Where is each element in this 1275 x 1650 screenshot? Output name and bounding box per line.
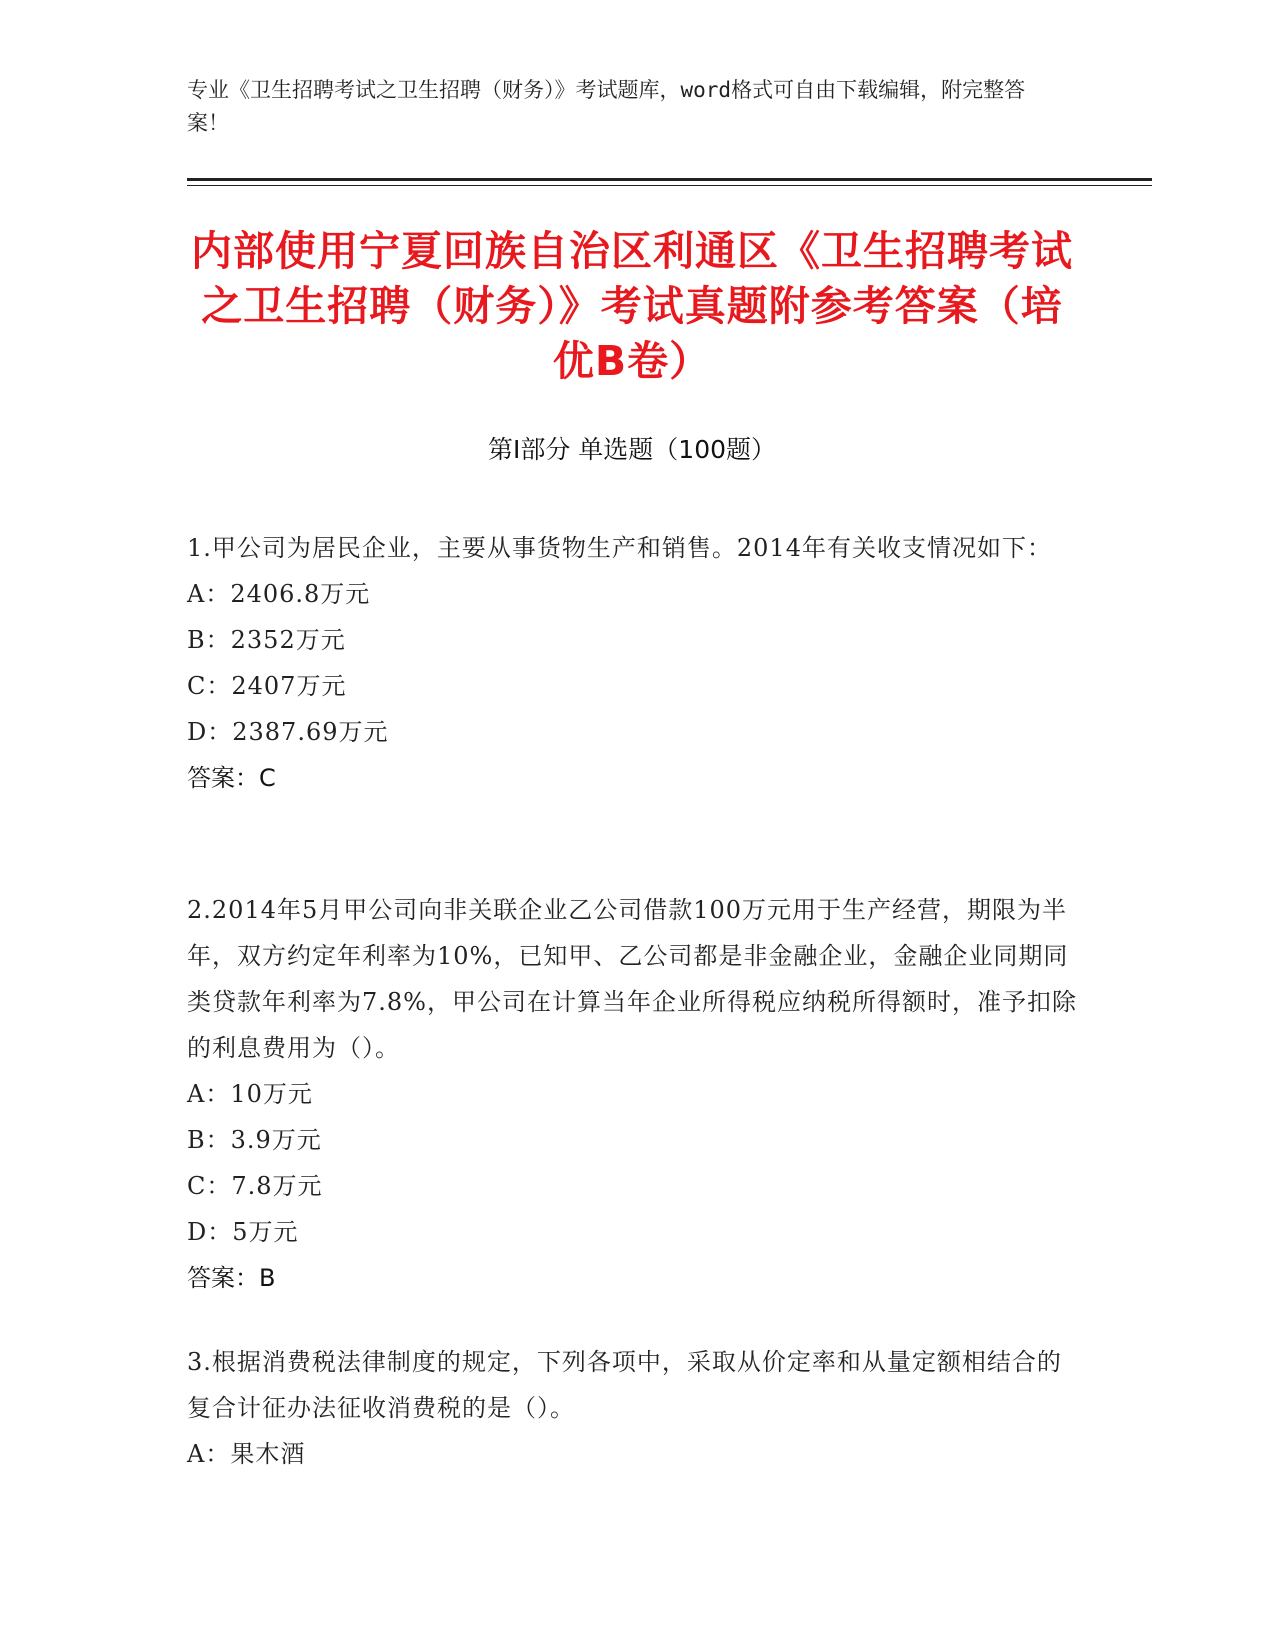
option-c: C：2407万元: [187, 672, 347, 700]
question-1: [187, 525, 1077, 801]
question-stem: 2.2014年5月甲公司向非关联企业乙公司借款100万元用于生产经营，期限为半年，双方约定年利率为10%，已知甲、乙公司都是非金融企业，金融企业同期同类贷款年利率为7.8%，甲公司在计算当年企业所得税应纳税所得额时，准予扣除的利息费用为（）。: [187, 896, 1077, 1062]
header-note: 专业《卫生招聘考试之卫生招聘（财务）》考试题库，word格式可自由下载编辑，附完整答案！: [187, 78, 1026, 135]
option-a: A：果木酒: [187, 1440, 306, 1468]
question-stem: 1.甲公司为居民企业，主要从事货物生产和销售。2014年有关收支情况如下：: [187, 534, 1052, 562]
option-c: C：7.8万元: [187, 1172, 323, 1200]
question-3: [187, 1339, 1077, 1477]
option-d: D：2387.69万元: [187, 718, 389, 746]
document-title: 内部使用宁夏回族自治区利通区《卫生招聘考试之卫生招聘（财务）》考试真题附参考答案（培优B卷）: [191, 227, 1073, 385]
answer-line: 答案：C: [187, 764, 276, 792]
option-b: B：3.9万元: [187, 1126, 322, 1154]
option-a: A：10万元: [187, 1080, 313, 1108]
header-rule-thin: [187, 185, 1152, 186]
option-a: A：2406.8万元: [187, 580, 371, 608]
section-title: 第Ⅰ部分 单选题（100题）: [487, 435, 777, 464]
header-rule-thick: [187, 178, 1152, 181]
answer-line: 答案：B: [187, 1264, 276, 1292]
question-2: [187, 887, 1077, 1301]
option-b: B：2352万元: [187, 626, 346, 654]
question-stem: 3.根据消费税法律制度的规定，下列各项中，采取从价定率和从量定额相结合的复合计征办法征收消费税的是（）。: [187, 1348, 1062, 1422]
option-d: D：5万元: [187, 1218, 299, 1246]
